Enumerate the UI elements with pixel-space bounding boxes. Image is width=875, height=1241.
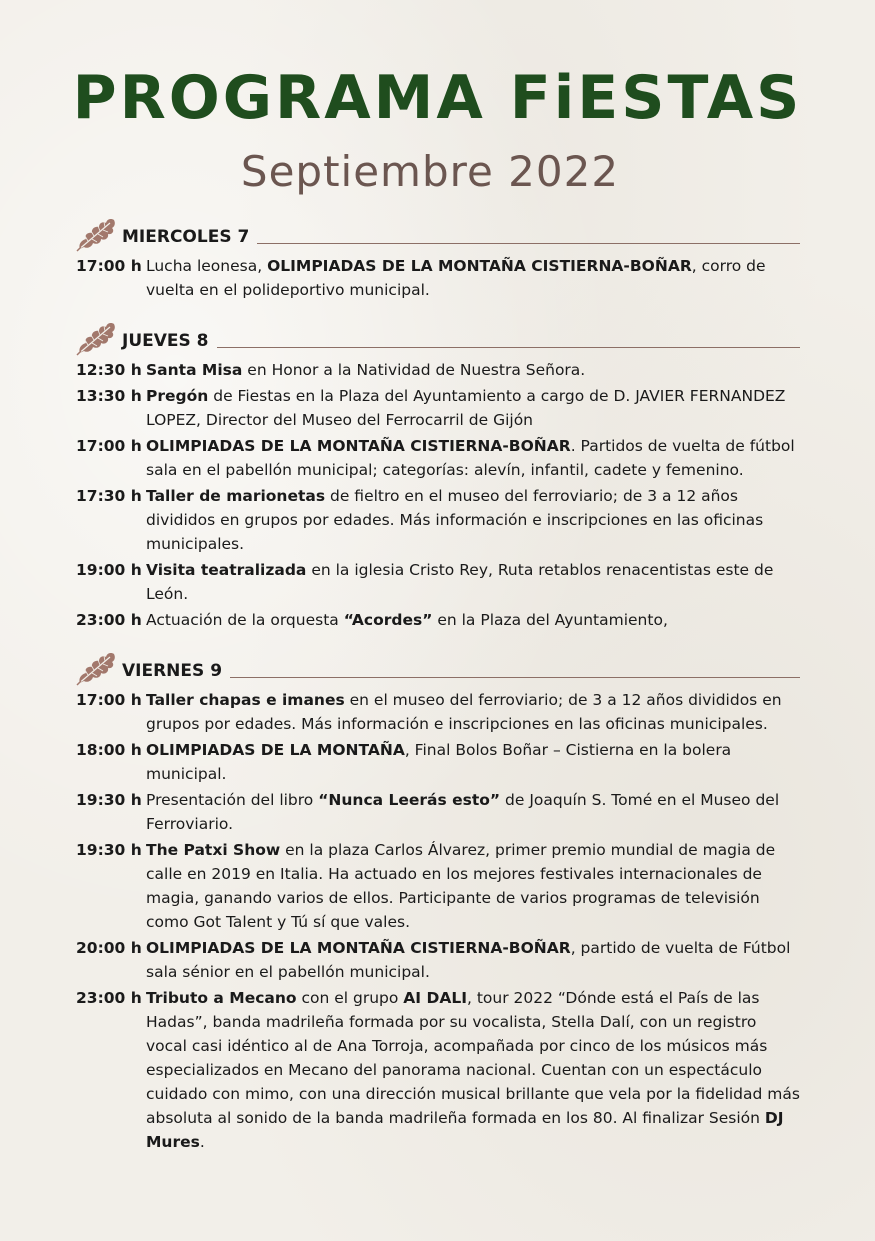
event-time: 17:00 h xyxy=(76,257,142,275)
event-text: en Honor a la Natividad de Nuestra Señora. xyxy=(242,361,586,379)
day-divider xyxy=(230,677,800,678)
event-item xyxy=(76,254,800,302)
schedule xyxy=(76,214,800,1170)
event-text: de Fiestas en la Plaza del Ayuntamiento a cargo de D. JAVIER FERNANDEZ LOPEZ, Director del Museo del Ferrocarril de Gijón xyxy=(146,387,786,429)
event-text: , tour 2022 “Dónde está el País de las Hadas”, banda madrileña formada por su vocalista, Stella Dalí, con un registro vocal casi idéntico al de Ana Torroja, acompañada por cinco de los músicos más especializados en Mecano del panorama nacional. Cuentan con un espectáculo cuidado con mimo, con una dirección musical brillante que vela por la fidelidad más absoluta al sonido de la banda madrileña formada en los 80. Al finalizar Sesión xyxy=(146,989,800,1127)
event-item xyxy=(76,986,800,1154)
event-highlight: AI DALI xyxy=(403,989,467,1007)
day-block xyxy=(76,318,800,632)
event-highlight: Visita teatralizada xyxy=(146,561,307,579)
event-highlight: Pregón xyxy=(146,387,209,405)
event-time: 23:00 h xyxy=(76,989,142,1007)
event-text: . Partidos de vuelta de fútbol sala en el pabellón municipal; categorías: alevín, infantil, cadete y femenino. xyxy=(146,437,795,479)
event-highlight: DJ Mures xyxy=(146,1109,784,1151)
event-highlight: The Patxi Show xyxy=(146,841,281,859)
event-time: 19:00 h xyxy=(76,561,142,579)
event-highlight: OLIMPIADAS DE LA MONTAÑA CISTIERNA-BOÑAR xyxy=(267,257,692,275)
event-time: 19:30 h xyxy=(76,841,142,859)
event-text: de fieltro en el museo del ferroviario; de 3 a 12 años divididos en grupos por edades. Más información e inscripciones en las oficinas municipales. xyxy=(146,487,764,553)
event-item xyxy=(76,688,800,736)
event-item xyxy=(76,484,800,556)
event-highlight: OLIMPIADAS DE LA MONTAÑA xyxy=(146,741,405,759)
event-text: con el grupo xyxy=(296,989,404,1007)
event-text: Lucha leonesa, xyxy=(146,257,268,275)
event-text: , corro de vuelta en el polideportivo municipal. xyxy=(146,257,766,299)
event-highlight: Taller chapas e imanes xyxy=(146,691,345,709)
day-divider xyxy=(257,243,800,244)
event-item xyxy=(76,936,800,984)
event-item xyxy=(76,384,800,432)
event-time: 17:30 h xyxy=(76,487,142,505)
day-divider xyxy=(217,347,800,348)
event-text: en el museo del ferroviario; de 3 a 12 años divididos en grupos por edades. Más información e inscripciones en las oficinas municipales. xyxy=(146,691,782,733)
event-highlight: “Nunca Leerás esto” xyxy=(318,791,501,809)
day-header xyxy=(76,214,800,252)
event-highlight: OLIMPIADAS DE LA MONTAÑA CISTIERNA-BOÑAR xyxy=(146,939,571,957)
day-block xyxy=(76,648,800,1154)
event-item xyxy=(76,838,800,934)
event-time: 17:00 h xyxy=(76,691,142,709)
oak-leaf-icon xyxy=(74,318,118,356)
event-time: 20:00 h xyxy=(76,939,142,957)
day-block xyxy=(76,214,800,302)
event-time: 19:30 h xyxy=(76,791,142,809)
day-header xyxy=(76,318,800,356)
day-title: VIERNES 9 xyxy=(122,661,223,681)
event-text: Presentación del libro xyxy=(146,791,319,809)
oak-leaf-icon xyxy=(74,648,118,686)
event-highlight: Santa Misa xyxy=(146,361,243,379)
page-title: PROGRAMA FiESTAS xyxy=(72,63,803,133)
event-highlight: Tributo a Mecano xyxy=(146,989,297,1007)
event-text: Actuación de la orquesta xyxy=(146,611,344,629)
day-header xyxy=(76,648,800,686)
event-item xyxy=(76,738,800,786)
event-text: de Joaquín S. Tomé en el Museo del Ferroviario. xyxy=(146,791,780,833)
oak-leaf-icon xyxy=(74,214,118,252)
page-subtitle: Septiembre 2022 xyxy=(240,147,620,196)
event-item xyxy=(76,558,800,606)
event-text: , Final Bolos Boñar – Cistierna en la bolera municipal. xyxy=(146,741,732,783)
event-time: 12:30 h xyxy=(76,361,142,379)
event-highlight: “Acordes” xyxy=(343,611,433,629)
event-time: 23:00 h xyxy=(76,611,142,629)
day-title: JUEVES 8 xyxy=(122,331,209,351)
event-time: 18:00 h xyxy=(76,741,142,759)
event-highlight: Taller de marionetas xyxy=(146,487,326,505)
event-item xyxy=(76,358,800,382)
event-item xyxy=(76,608,800,632)
event-text: en la Plaza del Ayuntamiento, xyxy=(432,611,668,629)
event-text: . xyxy=(199,1133,205,1151)
event-item xyxy=(76,788,800,836)
event-text: en la iglesia Cristo Rey, Ruta retablos renacentistas este de León. xyxy=(146,561,774,603)
event-item xyxy=(76,434,800,482)
event-text: en la plaza Carlos Álvarez, primer premio mundial de magia de calle en 2019 en Italia. Ha actuado en los mejores festivales internacionales de magia, ganando varios de ellos. Participante de varios programas de televisión como Got Talent y Tú sí que vales. xyxy=(146,841,776,931)
event-highlight: OLIMPIADAS DE LA MONTAÑA CISTIERNA-BOÑAR xyxy=(146,437,571,455)
event-text: , partido de vuelta de Fútbol sala sénior en el pabellón municipal. xyxy=(146,939,791,981)
event-time: 17:00 h xyxy=(76,437,142,455)
event-time: 13:30 h xyxy=(76,387,142,405)
day-title: MIERCOLES 7 xyxy=(122,227,250,247)
